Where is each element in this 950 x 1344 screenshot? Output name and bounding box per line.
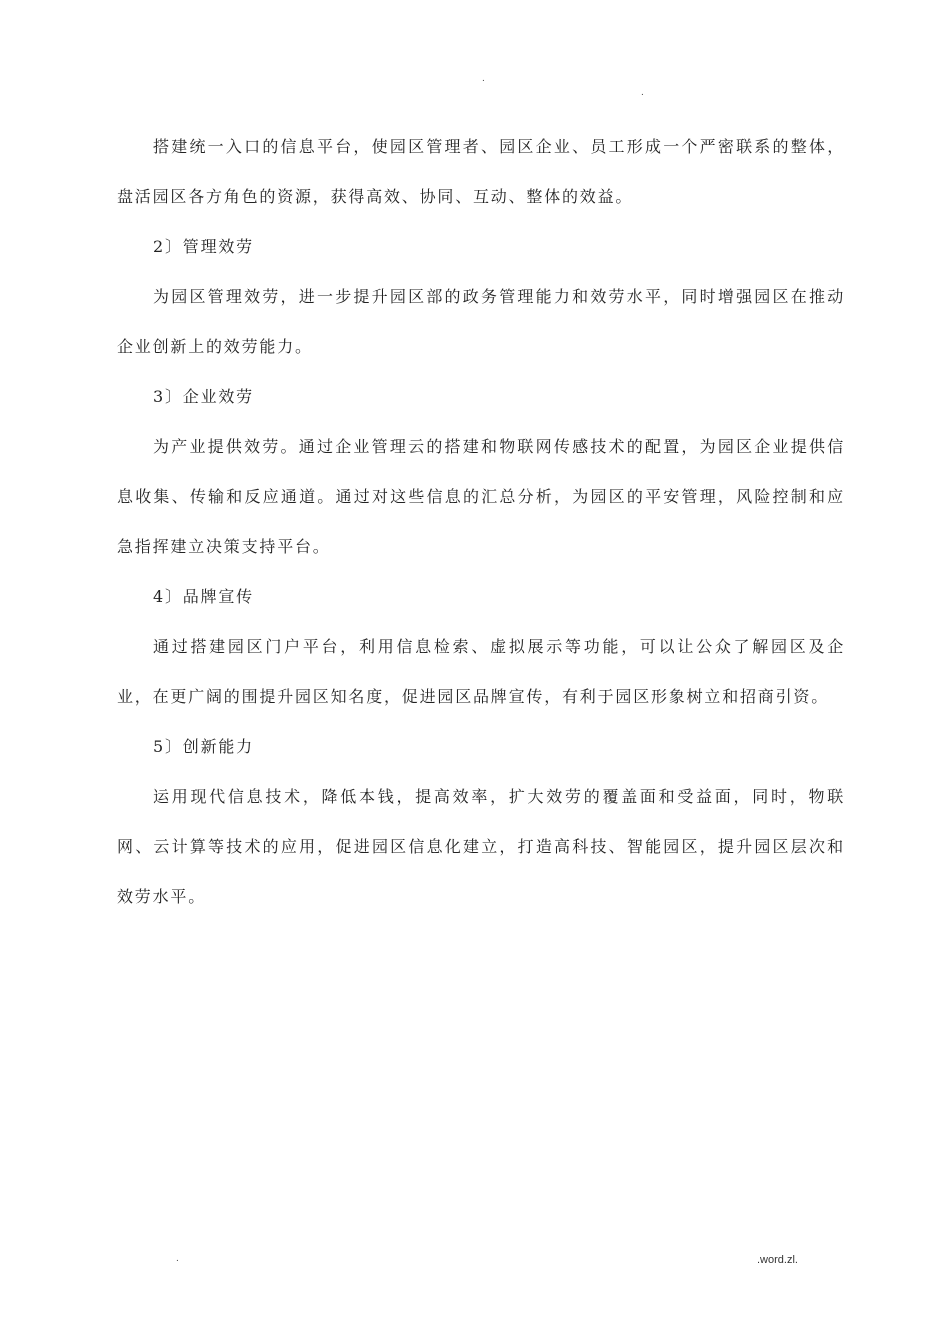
paragraph-enterprise-service: 为产业提供效劳。通过企业管理云的搭建和物联网传感技术的配置，为园区企业提供信息收集、传输和反应通道。通过对这些信息的汇总分析，为园区的平安管理，风险控制和应急指挥建立决策支持平台。 — [117, 437, 845, 556]
section-heading-brand-promotion: 4〕品牌宣传 — [153, 587, 254, 606]
paragraph-management-service: 为园区管理效劳，进一步提升园区部的政务管理能力和效劳水平，同时增强园区在推动企业创新上的效劳能力。 — [117, 287, 845, 356]
header-mark-left: . — [482, 73, 485, 84]
paragraph-brand-promotion: 通过搭建园区门户平台，利用信息检索、虚拟展示等功能，可以让公众了解园区及企业，在更广阔的围提升园区知名度，促进园区品牌宣传，有利于园区形象树立和招商引资。 — [117, 637, 845, 706]
section-heading-innovation: 5〕创新能力 — [153, 737, 254, 756]
header-mark-right: . — [641, 87, 644, 98]
section-heading-management-service: 2〕管理效劳 — [153, 237, 254, 256]
footer-label: .word.zl. — [757, 1254, 798, 1266]
paragraph-intro: 搭建统一入口的信息平台，使园区管理者、园区企业、员工形成一个严密联系的整体，盘活园区各方角色的资源，获得高效、协同、互动、整体的效益。 — [117, 137, 845, 206]
document-body — [117, 122, 845, 922]
section-heading-enterprise-service: 3〕企业效劳 — [153, 387, 254, 406]
paragraph-innovation: 运用现代信息技术，降低本钱，提高效率，扩大效劳的覆盖面和受益面，同时，物联网、云计算等技术的应用，促进园区信息化建立，打造高科技、智能园区，提升园区层次和效劳水平。 — [117, 787, 845, 906]
footer-mark: . — [176, 1253, 179, 1264]
